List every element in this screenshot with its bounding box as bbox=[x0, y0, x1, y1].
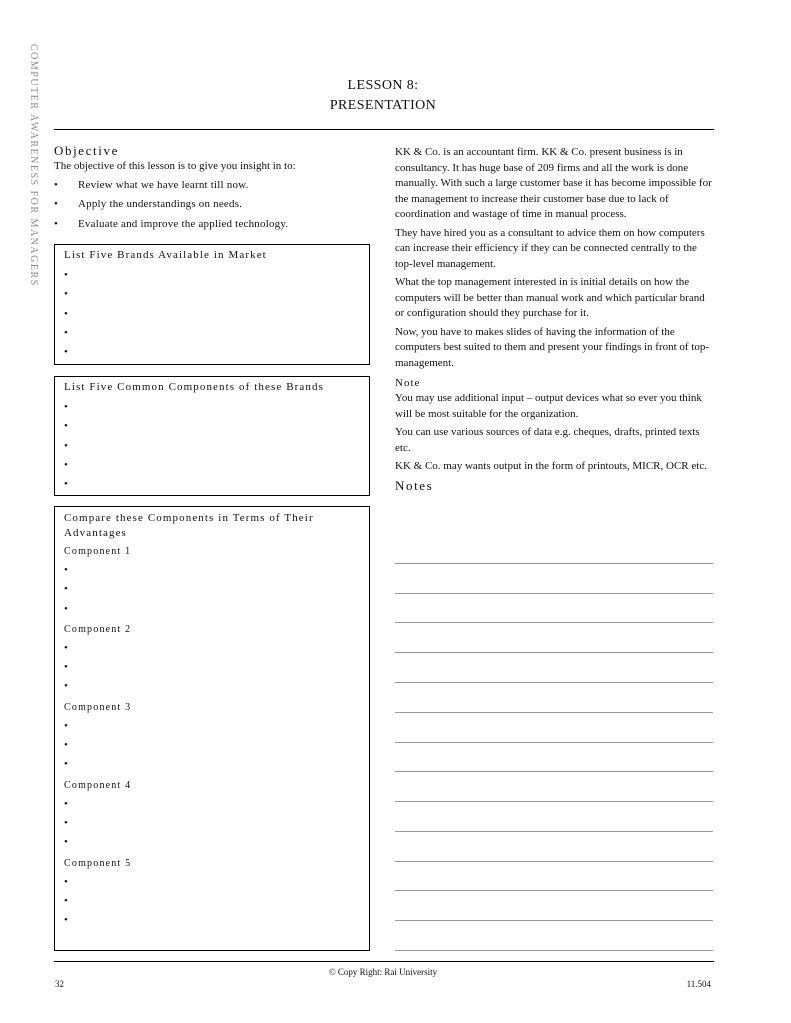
blank-bullet: • bbox=[64, 680, 68, 693]
blank-bullet: • bbox=[64, 564, 68, 576]
blank-bullet: • bbox=[64, 836, 68, 849]
components-box bbox=[54, 376, 370, 496]
blank-bullet: • bbox=[64, 420, 68, 433]
blank-bullet: • bbox=[64, 914, 68, 927]
note-line bbox=[395, 771, 713, 772]
component-heading: Component 3 bbox=[64, 701, 132, 713]
blank-bullet: • bbox=[64, 346, 68, 359]
note-heading: Note bbox=[395, 377, 421, 389]
note-paragraph: You may use additional input – output devices what so ever you think will be most suitable for the organization. bbox=[395, 392, 702, 420]
blank-bullet: • bbox=[64, 797, 68, 810]
objective-list bbox=[54, 176, 374, 235]
brands-box bbox=[54, 244, 370, 365]
blank-bullet: • bbox=[64, 458, 68, 471]
note-line bbox=[395, 712, 713, 713]
objective-item: • Review what we have learnt till now. bbox=[54, 176, 374, 196]
blank-bullet: • bbox=[64, 816, 68, 829]
note-line bbox=[395, 950, 713, 951]
component-heading: Component 5 bbox=[64, 857, 132, 869]
note-line bbox=[395, 861, 713, 862]
top-rule bbox=[54, 129, 714, 130]
compare-box-title: Compare these Components in Terms of Their Advantages bbox=[64, 512, 314, 539]
notes-heading: Notes bbox=[395, 477, 434, 493]
page-number: 32 bbox=[55, 979, 64, 989]
blank-bullet: • bbox=[64, 307, 68, 320]
case-study bbox=[395, 145, 715, 494]
case-paragraph: Now, you have to makes slides of having the information of the computers best suited to them and present your findings in front of top-management. bbox=[395, 325, 710, 369]
note-line bbox=[395, 563, 713, 564]
note-line bbox=[395, 831, 713, 832]
blank-bullet: • bbox=[64, 758, 68, 771]
note-line bbox=[395, 801, 713, 802]
blank-bullet: • bbox=[64, 401, 68, 413]
lesson-number: LESSON 8: bbox=[347, 78, 419, 93]
note-line bbox=[395, 593, 713, 594]
blank-bullet: • bbox=[64, 719, 68, 732]
blank-bullet: • bbox=[64, 326, 68, 339]
blank-bullet: • bbox=[64, 894, 68, 907]
blank-bullet: • bbox=[64, 661, 68, 674]
components-box-title: List Five Common Components of these Brands bbox=[64, 381, 324, 393]
note-line bbox=[395, 622, 713, 623]
compare-box bbox=[54, 506, 370, 951]
note-paragraph: KK & Co. may wants output in the form of printouts, MICR, OCR etc. bbox=[395, 460, 707, 472]
blank-bullet: • bbox=[64, 739, 68, 752]
note-line bbox=[395, 920, 713, 921]
objective-heading: Objective bbox=[54, 143, 119, 158]
course-code: 11.504 bbox=[686, 979, 711, 989]
note-line bbox=[395, 682, 713, 683]
blank-bullet: • bbox=[64, 288, 68, 301]
blank-bullet: • bbox=[64, 583, 68, 596]
objective-intro: The objective of this lesson is to give you insight in to: bbox=[54, 160, 296, 172]
objective-section bbox=[54, 143, 374, 234]
footer-rule bbox=[54, 961, 714, 962]
note-line bbox=[395, 652, 713, 653]
blank-bullet: • bbox=[64, 269, 68, 281]
note-line bbox=[395, 742, 713, 743]
note-paragraph: You can use various sources of data e.g. cheques, drafts, printed texts etc. bbox=[395, 426, 700, 454]
lesson-name: PRESENTATION bbox=[329, 98, 437, 113]
component-heading: Component 1 bbox=[64, 546, 132, 557]
component-heading: Component 2 bbox=[64, 623, 132, 635]
blank-bullet: • bbox=[64, 602, 68, 615]
brands-box-title: List Five Brands Available in Market bbox=[64, 249, 267, 261]
objective-item: • Apply the understandings on needs. bbox=[54, 195, 374, 215]
component-heading: Component 4 bbox=[64, 779, 132, 791]
note-line bbox=[395, 890, 713, 891]
blank-bullet: • bbox=[64, 875, 68, 888]
case-paragraph: What the top management interested in is initial details on how the computers will be better than manual work and which particular brand or configuration should they purchase for it. bbox=[395, 276, 705, 319]
blank-bullet: • bbox=[64, 478, 68, 491]
objective-item: • Evaluate and improve the applied technology. bbox=[54, 215, 374, 235]
page-title bbox=[0, 76, 766, 116]
side-running-title: COMPUTER AWARENESS FOR MANAGERS bbox=[28, 44, 39, 287]
blank-bullet: • bbox=[64, 641, 68, 654]
case-paragraph: They have hired you as a consultant to advice them on how computers can increase their efficiency if they can be connected centrally to the top-level management. bbox=[395, 226, 705, 270]
copyright-text: © Copy Right: Rai University bbox=[328, 967, 438, 977]
blank-bullet: • bbox=[64, 439, 68, 452]
case-paragraph: KK & Co. is an accountant firm. KK & Co. present business is in consultancy. It has huge base of 209 firms and all the work is done manually. With such a large customer base it has become impossible for the management to increase their customer base due to lack of coordination and wastage of time in manual process. bbox=[395, 146, 712, 220]
